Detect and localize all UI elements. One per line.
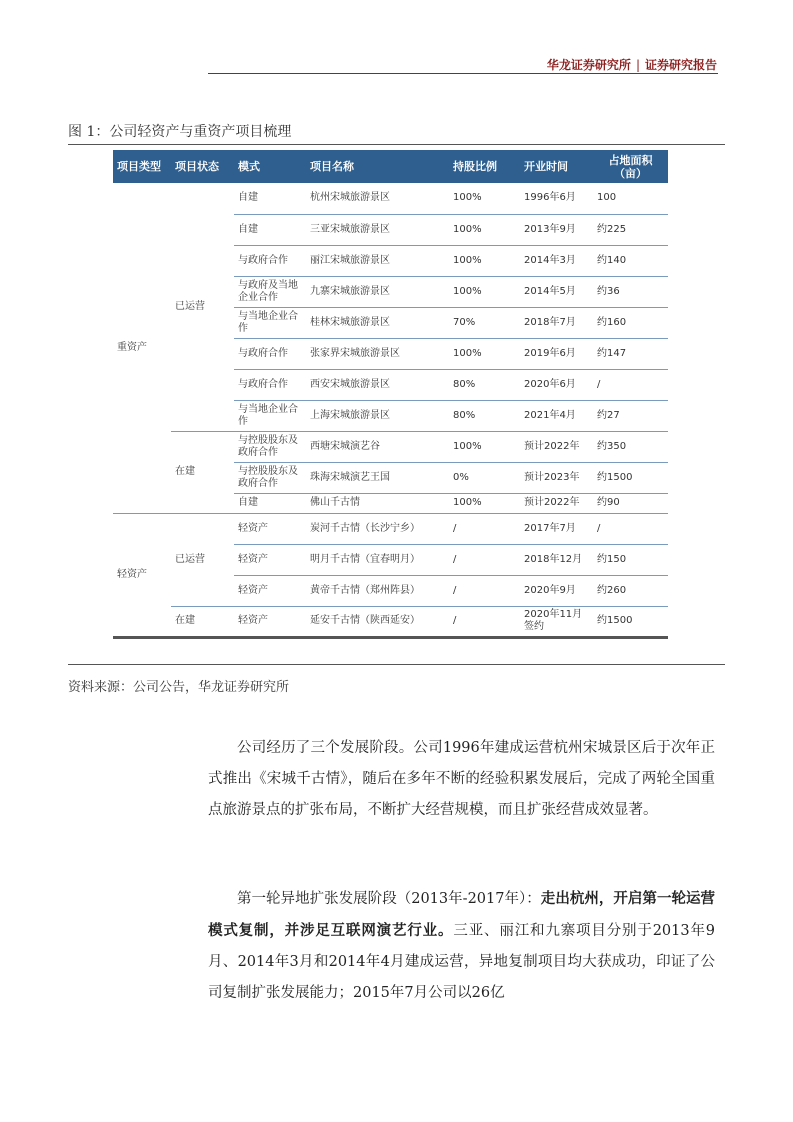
header-doc-type: 证券研究报告 bbox=[644, 58, 717, 72]
paragraph-1 bbox=[208, 733, 715, 826]
table-row bbox=[113, 431, 668, 462]
cell-date: 2019年6月 bbox=[520, 338, 593, 369]
col-header-status: 项目状态 bbox=[171, 150, 234, 183]
table-row bbox=[113, 606, 668, 637]
cell-share: / bbox=[449, 606, 520, 637]
header-org: 华龙证券研究所 bbox=[546, 58, 631, 72]
table-header-row bbox=[113, 150, 668, 183]
cell-name: 杭州宋城旅游景区 bbox=[306, 183, 449, 214]
cell-name: 炭河千古情（长沙宁乡） bbox=[306, 513, 449, 544]
figure-bottom-rule bbox=[68, 664, 725, 665]
group-light-building: 在建 bbox=[171, 606, 234, 637]
col-header-date: 开业时间 bbox=[520, 150, 593, 183]
cell-name: 西安宋城旅游景区 bbox=[306, 369, 449, 400]
cell-mode: 自建 bbox=[234, 183, 306, 214]
cell-name: 佛山千古情 bbox=[306, 493, 449, 513]
cell-date: 2020年9月 bbox=[520, 575, 593, 606]
cell-mode: 与当地企业合作 bbox=[234, 400, 306, 431]
paragraph-2-bold: 走出杭州，开启第一轮运营模式复制，并涉足互联网演艺行业。 bbox=[208, 890, 716, 939]
cell-share: / bbox=[449, 575, 520, 606]
cell-name: 珠海宋城演艺王国 bbox=[306, 462, 449, 493]
col-header-name: 项目名称 bbox=[306, 150, 449, 183]
table-row bbox=[113, 513, 668, 544]
cell-area: / bbox=[593, 513, 668, 544]
cell-share: 100% bbox=[449, 245, 520, 276]
paragraph-1-text: 公司经历了三个发展阶段。公司1996年建成运营杭州宋城景区后于次年正式推出《宋城千古情》，随后在多年不断的经验积累发展后，完成了两轮全国重点旅游景点的扩张布局，不断扩大经营规模，而且扩张经营成效显著。 bbox=[208, 740, 715, 818]
cell-area: 约160 bbox=[593, 307, 668, 338]
figure-title: 图 1：公司轻资产与重资产项目梳理 bbox=[68, 124, 292, 140]
header-divider bbox=[208, 73, 718, 74]
cell-date: 2020年11月签约 bbox=[520, 606, 593, 637]
cell-share: 100% bbox=[449, 338, 520, 369]
cell-name: 三亚宋城旅游景区 bbox=[306, 214, 449, 245]
cell-share: / bbox=[449, 513, 520, 544]
cell-share: 80% bbox=[449, 400, 520, 431]
cell-area: 约36 bbox=[593, 276, 668, 307]
cell-area: 约1500 bbox=[593, 606, 668, 637]
report-header bbox=[547, 56, 717, 73]
cell-mode: 与控股股东及政府合作 bbox=[234, 431, 306, 462]
cell-name: 丽江宋城旅游景区 bbox=[306, 245, 449, 276]
cell-date: 1996年6月 bbox=[520, 183, 593, 214]
group-heavy-operating: 已运营 bbox=[171, 183, 234, 431]
cell-share: 100% bbox=[449, 431, 520, 462]
table-row bbox=[113, 183, 668, 214]
cell-mode: 轻资产 bbox=[234, 544, 306, 575]
cell-share: 0% bbox=[449, 462, 520, 493]
paragraph-2-rest: 三亚、丽江和九寨项目分别于2013年9月、2014年3月和2014年4月建成运营，异地复制项目均大获成功，印证了公司复制扩张发展能力；2015年7月公司以26亿 bbox=[208, 923, 715, 1001]
cell-name: 西塘宋城演艺谷 bbox=[306, 431, 449, 462]
col-header-mode: 模式 bbox=[234, 150, 306, 183]
cell-mode: 与政府及当地企业合作 bbox=[234, 276, 306, 307]
cell-name: 延安千古情（陕西延安） bbox=[306, 606, 449, 637]
cell-area: 约90 bbox=[593, 493, 668, 513]
cell-share: 100% bbox=[449, 183, 520, 214]
project-table bbox=[113, 150, 668, 639]
header-separator: | bbox=[635, 58, 640, 72]
cell-date: 2014年3月 bbox=[520, 245, 593, 276]
cell-name: 上海宋城旅游景区 bbox=[306, 400, 449, 431]
cell-date: 2014年5月 bbox=[520, 276, 593, 307]
col-header-type: 项目类型 bbox=[113, 150, 171, 183]
group-heavy: 重资产 bbox=[113, 183, 171, 513]
cell-name: 桂林宋城旅游景区 bbox=[306, 307, 449, 338]
cell-date: 预计2022年 bbox=[520, 493, 593, 513]
cell-area: 约150 bbox=[593, 544, 668, 575]
cell-date: 2020年6月 bbox=[520, 369, 593, 400]
cell-share: 80% bbox=[449, 369, 520, 400]
cell-name: 张家界宋城旅游景区 bbox=[306, 338, 449, 369]
cell-area: 约140 bbox=[593, 245, 668, 276]
cell-mode: 自建 bbox=[234, 214, 306, 245]
cell-mode: 轻资产 bbox=[234, 575, 306, 606]
col-header-area: 占地面积（亩） bbox=[593, 150, 668, 183]
paragraph-2-text bbox=[208, 883, 715, 1009]
group-heavy-building: 在建 bbox=[171, 431, 234, 513]
cell-date: 2021年4月 bbox=[520, 400, 593, 431]
paragraph-2-lead: 第一轮异地扩张发展阶段（2013年-2017年）： bbox=[237, 891, 541, 907]
cell-share: 100% bbox=[449, 214, 520, 245]
cell-name: 明月千古情（宜春明月） bbox=[306, 544, 449, 575]
figure-top-rule bbox=[68, 144, 725, 145]
cell-date: 预计2022年 bbox=[520, 431, 593, 462]
group-light: 轻资产 bbox=[113, 513, 171, 637]
cell-mode: 与政府合作 bbox=[234, 369, 306, 400]
cell-share: 100% bbox=[449, 493, 520, 513]
cell-area: 约225 bbox=[593, 214, 668, 245]
group-light-operating: 已运营 bbox=[171, 513, 234, 606]
cell-mode: 轻资产 bbox=[234, 513, 306, 544]
cell-mode: 与政府合作 bbox=[234, 245, 306, 276]
cell-share: / bbox=[449, 544, 520, 575]
cell-date: 2013年9月 bbox=[520, 214, 593, 245]
figure-source: 资料来源：公司公告，华龙证券研究所 bbox=[68, 680, 290, 695]
cell-date: 2017年7月 bbox=[520, 513, 593, 544]
cell-share: 100% bbox=[449, 276, 520, 307]
cell-mode: 与当地企业合作 bbox=[234, 307, 306, 338]
cell-area: 约27 bbox=[593, 400, 668, 431]
cell-share: 70% bbox=[449, 307, 520, 338]
cell-area: 100 bbox=[593, 183, 668, 214]
cell-area: / bbox=[593, 369, 668, 400]
col-header-share: 持股比例 bbox=[449, 150, 520, 183]
paragraph-2 bbox=[208, 883, 715, 1009]
cell-area: 约147 bbox=[593, 338, 668, 369]
cell-date: 2018年12月 bbox=[520, 544, 593, 575]
cell-area: 约350 bbox=[593, 431, 668, 462]
cell-date: 2018年7月 bbox=[520, 307, 593, 338]
cell-mode: 自建 bbox=[234, 493, 306, 513]
cell-date: 预计2023年 bbox=[520, 462, 593, 493]
cell-mode: 与政府合作 bbox=[234, 338, 306, 369]
cell-area: 约1500 bbox=[593, 462, 668, 493]
cell-name: 黄帝千古情（郑州阵县） bbox=[306, 575, 449, 606]
cell-mode: 轻资产 bbox=[234, 606, 306, 637]
cell-mode: 与控股股东及政府合作 bbox=[234, 462, 306, 493]
cell-area: 约260 bbox=[593, 575, 668, 606]
cell-name: 九寨宋城旅游景区 bbox=[306, 276, 449, 307]
